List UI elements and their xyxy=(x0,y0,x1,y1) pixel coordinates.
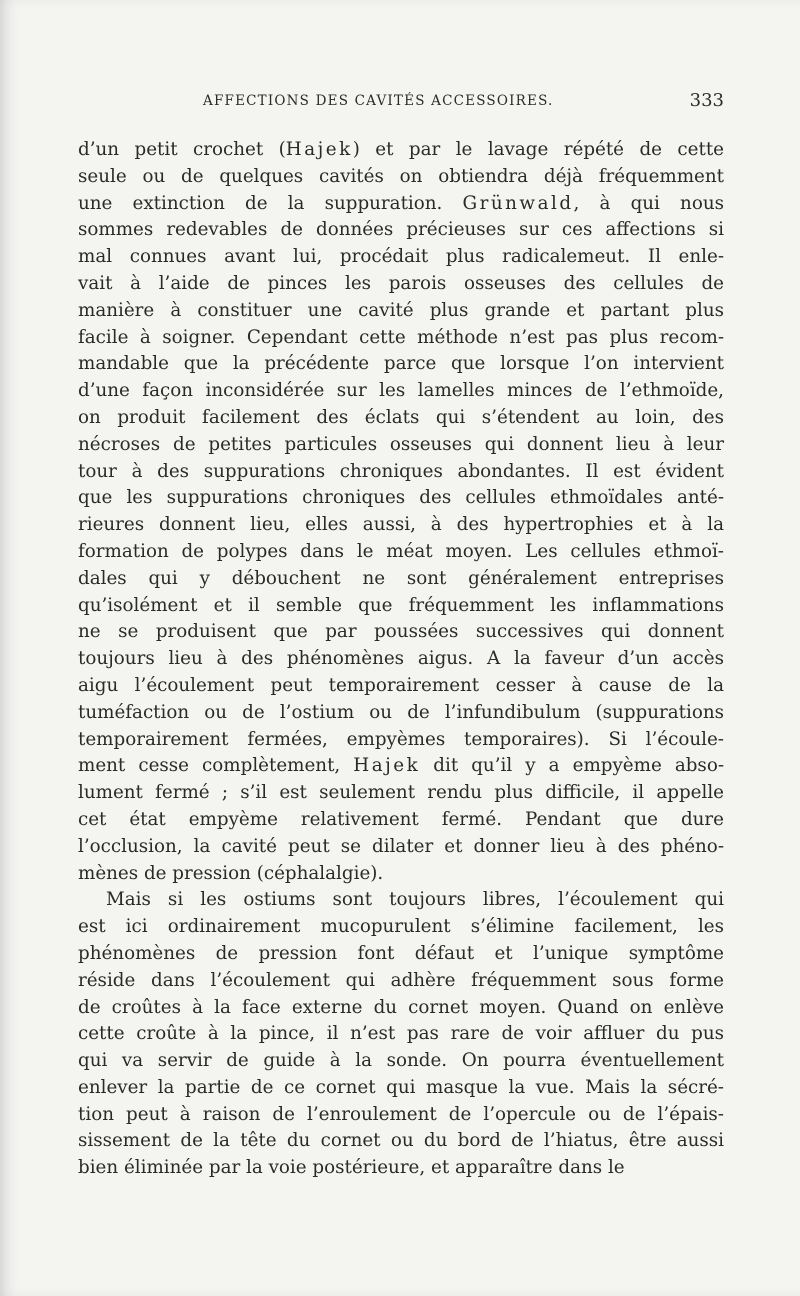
text-line: vait à l’aide de pinces les parois osseuses des cellules de xyxy=(78,272,724,294)
running-title: AFFECTIONS DES CAVITÉS ACCESSOIRES. xyxy=(203,93,554,109)
text-line: cette croûte à la pince, il n’est pas rare de voir affluer du pus xyxy=(78,1023,724,1045)
text-line: phénomènes de pression font défaut et l’unique symptôme xyxy=(78,942,724,964)
text-line: tour à des suppurations chroniques abondantes. Il est évident xyxy=(78,460,724,482)
text-line: dales qui y débouchent ne sont généralement entreprises xyxy=(78,567,724,589)
text-line: temporairement fermées, empyèmes temporaires). Si l’écoule- xyxy=(78,728,724,750)
text-line: une extinction de la suppuration. Grünwald, à qui nous xyxy=(78,192,724,214)
text-line: sommes redevables de données précieuses sur ces affections si xyxy=(78,219,724,241)
text-line: formation de polypes dans le méat moyen. Les cellules ethmoï- xyxy=(78,540,724,562)
text-line: ment cesse complètement, Hajek dit qu’il y a empyème abso- xyxy=(78,755,724,777)
text-line: nécroses de petites particules osseuses qui donnent lieu à leur xyxy=(78,433,724,455)
text-line: que les suppurations chroniques des cellules ethmoïdales anté- xyxy=(78,487,724,509)
text-line: toujours lieu à des phénomènes aigus. A la faveur d’un accès xyxy=(78,648,724,670)
text-line: qui va servir de guide à la sonde. On pourra éventuellement xyxy=(78,1050,724,1072)
text-line: rieures donnent lieu, elles aussi, à des hypertrophies et à la xyxy=(78,514,724,536)
text-line: tion peut à raison de l’enroulement de l’opercule ou de l’épais- xyxy=(78,1103,724,1125)
text-line: réside dans l’écoulement qui adhère fréquemment sous forme xyxy=(78,969,724,991)
text-line: est ici ordinairement mucopurulent s’élimine facilement, les xyxy=(78,916,724,938)
text-line: enlever la partie de ce cornet qui masque la vue. Mais la sécré- xyxy=(78,1076,724,1098)
text-line: aigu l’écoulement peut temporairement cesser à cause de la xyxy=(78,674,724,696)
page-header xyxy=(78,90,724,114)
text-line: l’occlusion, la cavité peut se dilater et donner lieu à des phéno- xyxy=(78,835,724,857)
text-line: d’un petit crochet (Hajek) et par le lavage répété de cette xyxy=(78,139,724,160)
body-text xyxy=(78,137,724,1182)
text-line: mandable que la précédente parce que lorsque l’on intervient xyxy=(78,353,724,375)
text-line: Mais si les ostiums sont toujours libres, l’écoulement qui xyxy=(106,889,724,911)
page-number: 333 xyxy=(689,90,724,111)
text-line: seule ou de quelques cavités on obtiendra déjà fréquemment xyxy=(78,165,724,187)
text-line: manière à constituer une cavité plus grande et partant plus xyxy=(78,299,724,321)
text-line: d’une façon inconsidérée sur les lamelles minces de l’ethmoïde, xyxy=(78,380,724,402)
text-line: lument fermé ; s’il est seulement rendu plus difficile, il appelle xyxy=(78,782,724,804)
text-line: mènes de pression (céphalalgie). xyxy=(78,862,384,884)
text-line: facile à soigner. Cependant cette méthode n’est pas plus recom- xyxy=(78,326,724,348)
text-line: cet état empyème relativement fermé. Pendant que dure xyxy=(78,808,724,830)
text-line: tuméfaction ou de l’ostium ou de l’infundibulum (suppurations xyxy=(78,701,724,723)
text-line: on produit facilement des éclats qui s’étendent au loin, des xyxy=(78,406,724,428)
text-line: ne se produisent que par poussées successives qui donnent xyxy=(78,621,724,643)
text-line: sissement de la tête du cornet ou du bord de l’hiatus, être aussi xyxy=(78,1130,724,1152)
text-line: mal connues avant lui, procédait plus radicalemeut. Il enle- xyxy=(78,246,724,268)
text-line: qu’isolément et il semble que fréquemment les inflammations xyxy=(78,594,724,616)
text-line: bien éliminée par la voie postérieure, et apparaître dans le xyxy=(78,1157,625,1179)
text-line: de croûtes à la face externe du cornet moyen. Quand on enlève xyxy=(78,996,724,1018)
